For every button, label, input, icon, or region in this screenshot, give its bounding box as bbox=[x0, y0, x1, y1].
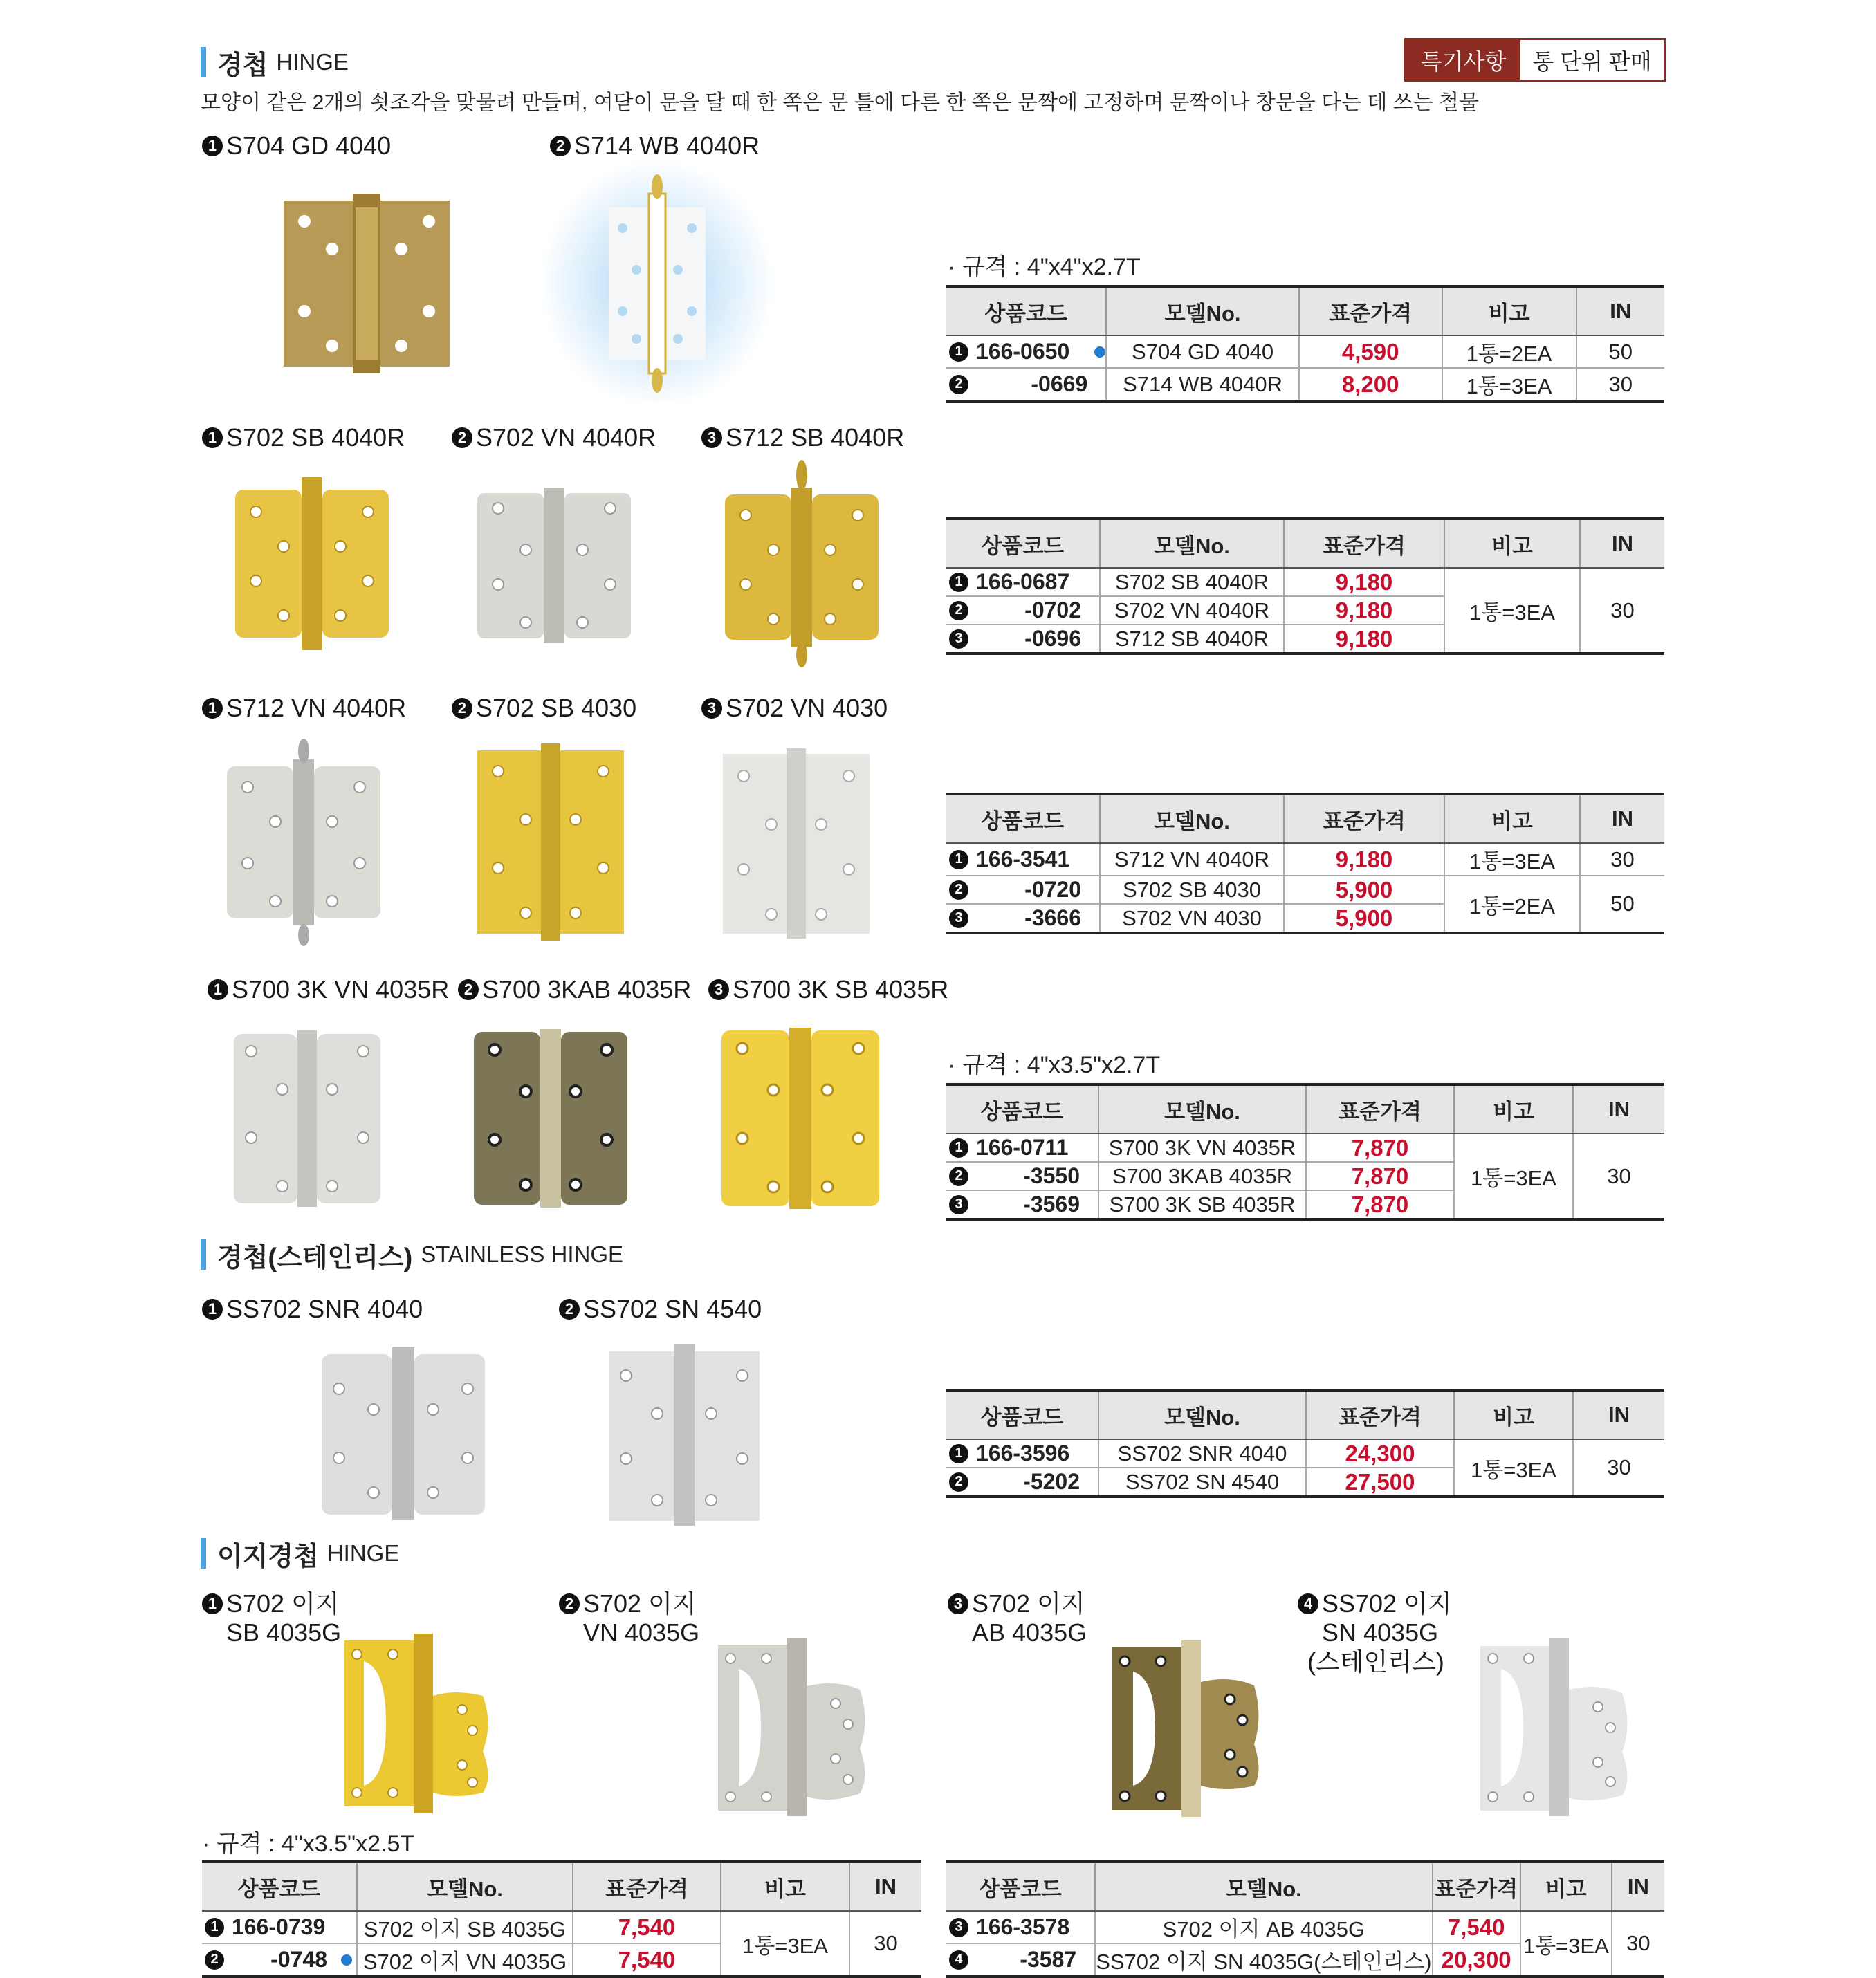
price-table-5: 상품코드 모델No. 표준가격 비고 IN 1 166-3596 SS702 SNR 4040 24,300 1통=3EA 30 2 -5202 SS702 SN 4540 27,500 bbox=[946, 1389, 1664, 1498]
price-table-4: 상품코드 모델No. 표준가격 비고 IN 1 166-0711 S700 3K VN 4035R 7,870 1통=3EA 30 2 -3550 S700 3KAB 4035R 7,870 3 -3569 S700 3K SB 4035R 7,870 bbox=[946, 1083, 1664, 1221]
hinge-image-brass-3k bbox=[721, 1028, 879, 1209]
notice-box bbox=[1404, 38, 1666, 82]
product-caption: 1 S704 GD 4040 bbox=[202, 131, 391, 160]
table-row: 2 -5202 SS702 SN 4540 27,500 bbox=[946, 1468, 1664, 1497]
hinge-image-silver-3k bbox=[234, 1030, 380, 1207]
product-caption: 2 SS702 SN 4540 bbox=[559, 1295, 762, 1324]
section-title-hinge: 경첩 HINGE bbox=[201, 46, 349, 79]
price-table-1: 상품코드 모델No. 표준가격 비고 IN 1 166-0650 S704 GD 4040 4,590 1통=2EA 50 2 -0669 S714 WB 4040R 8,200 1통=3EA 30 bbox=[946, 285, 1664, 403]
product-caption: 2 S702 SB 4030 bbox=[452, 694, 636, 723]
section-title-easy-hinge: 이지경첩 HINGE bbox=[201, 1537, 399, 1570]
table-row: 3 166-3578 S702 이지 AB 4035G 7,540 1통=3EA 30 bbox=[946, 1911, 1664, 1943]
price-table-6: 상품코드 모델No. 표준가격 비고 IN 1 166-0739 S702 이지 SB 4035G 7,540 1통=3EA 30 2 -0748 S702 이지 VN 4035G 7,540 bbox=[202, 1860, 921, 1978]
hinge-image-silver-square bbox=[723, 748, 870, 939]
table-row: 1 166-0739 S702 이지 SB 4035G 7,540 1통=3EA 30 bbox=[202, 1911, 921, 1943]
table-row: 1 166-0711 S700 3K VN 4035R 7,870 1통=3EA 30 bbox=[946, 1134, 1664, 1162]
table-row: 2 -0720 S702 SB 4030 5,900 1통=2EA 50 bbox=[946, 876, 1664, 904]
table-row: 2 -0702 S702 VN 4040R 9,180 bbox=[946, 596, 1664, 625]
product-caption: 2 S702 VN 4040R bbox=[452, 423, 656, 452]
new-item-dot bbox=[341, 1954, 352, 1966]
new-item-dot bbox=[1094, 346, 1105, 358]
price-table-2: 상품코드 모델No. 표준가격 비고 IN 1 166-0687 S702 SB 4040R 9,180 1통=3EA 30 2 -0702 S702 VN 4040R 9,180 3 -0696 S712 SB 4040R 9,180 bbox=[946, 517, 1664, 655]
title-accent-bar bbox=[201, 1538, 206, 1569]
title-accent-bar bbox=[201, 1239, 206, 1270]
title-accent-bar bbox=[201, 47, 206, 77]
easy-hinge-image-silver bbox=[718, 1638, 870, 1816]
table-row: 1 166-3596 SS702 SNR 4040 24,300 1통=3EA 30 bbox=[946, 1439, 1664, 1468]
product-caption: 3 S712 SB 4040R bbox=[701, 423, 904, 452]
table-row: 1 166-0687 S702 SB 4040R 9,180 1통=3EA 30 bbox=[946, 568, 1664, 596]
product-caption: 2 S702 이지 VN 4035G bbox=[559, 1589, 699, 1647]
product-caption: 1 SS702 SNR 4040 bbox=[202, 1295, 423, 1324]
price-table-7: 상품코드 모델No. 표준가격 비고 IN 3 166-3578 S702 이지 AB 4035G 7,540 1통=3EA 30 4 -3587 SS702 이지 SN 4035G(스테인리스) 20,300 bbox=[946, 1860, 1664, 1978]
hinge-image-gold bbox=[284, 194, 450, 373]
table-row: 2 -0669 S714 WB 4040R 8,200 1통=3EA 30 bbox=[946, 368, 1664, 401]
price-table-3: 상품코드 모델No. 표준가격 비고 IN 1 166-3541 S712 VN 4040R 9,180 1통=3EA 30 2 -0720 S702 SB 4030 5,900 1통=2EA 50 3 -3666 S702 VN 4030 5,900 bbox=[946, 793, 1664, 934]
product-caption: 1 S702 이지 SB 4035G bbox=[202, 1589, 341, 1647]
hinge-image-antique-brass bbox=[474, 1029, 627, 1208]
easy-hinge-image-stainless bbox=[1480, 1638, 1633, 1816]
product-caption: 2 S714 WB 4040R bbox=[550, 131, 760, 160]
table-row: 4 -3587 SS702 이지 SN 4035G(스테인리스) 20,300 bbox=[946, 1943, 1664, 1977]
easy-hinge-image-brass bbox=[344, 1634, 493, 1813]
product-caption: 2 S700 3KAB 4035R bbox=[458, 975, 691, 1004]
table-row: 1 166-0650 S704 GD 4040 4,590 1통=2EA 50 bbox=[946, 335, 1664, 368]
product-caption: 3 S700 3K SB 4035R bbox=[708, 975, 948, 1004]
spec-label: · 규격 : 4"x3.5"x2.7T bbox=[948, 1052, 1161, 1078]
section-title-stainless: 경첩(스테인리스) STAINLESS HINGE bbox=[201, 1238, 623, 1271]
table-row: 3 -0696 S712 SB 4040R 9,180 bbox=[946, 625, 1664, 654]
easy-hinge-image-antique-brass bbox=[1112, 1640, 1261, 1817]
hinge-image-silver bbox=[477, 488, 631, 643]
hinge-image-brass bbox=[235, 477, 389, 650]
hinge-image-brass-finial bbox=[725, 460, 879, 667]
product-caption: 1 S700 3K VN 4035R bbox=[208, 975, 449, 1004]
spec-label: · 규격 : 4"x3.5"x2.5T bbox=[202, 1831, 415, 1857]
notice-label: 특기사항 bbox=[1406, 40, 1520, 80]
hinge-image-silver-finial bbox=[227, 739, 380, 946]
hinge-image-stainless bbox=[609, 1344, 760, 1526]
product-caption: 1 S712 VN 4040R bbox=[202, 694, 406, 723]
product-caption: 4 SS702 이지 SN 4035G (스테인리스) bbox=[1298, 1589, 1452, 1676]
table-row: 1 166-3541 S712 VN 4040R 9,180 1통=3EA 30 bbox=[946, 843, 1664, 876]
notice-value: 통 단위 판매 bbox=[1532, 48, 1652, 74]
hinge-image-stainless-r bbox=[322, 1347, 485, 1520]
spec-label: · 규격 : 4"x4"x2.7T bbox=[948, 254, 1141, 280]
product-caption: 3 S702 VN 4030 bbox=[701, 694, 888, 723]
hinge-image-brass-square bbox=[477, 743, 624, 941]
section-description: 모양이 같은 2개의 쇳조각을 맞물려 만들며, 여닫이 문을 달 때 한 쪽은 문 틀에 다른 한 쪽은 문짝에 고정하며 문짝이나 창문을 다는 데 쓰는 철물 bbox=[201, 91, 1479, 114]
product-caption: 3 S702 이지 AB 4035G bbox=[948, 1589, 1087, 1647]
table-row: 3 -3666 S702 VN 4030 5,900 bbox=[946, 904, 1664, 933]
hinge-image-white bbox=[540, 159, 775, 408]
table-row: 2 -0748 S702 이지 VN 4035G 7,540 bbox=[202, 1943, 921, 1977]
product-caption: 1 S702 SB 4040R bbox=[202, 423, 405, 452]
table-row: 3 -3569 S700 3K SB 4035R 7,870 bbox=[946, 1190, 1664, 1219]
table-row: 2 -3550 S700 3KAB 4035R 7,870 bbox=[946, 1162, 1664, 1190]
